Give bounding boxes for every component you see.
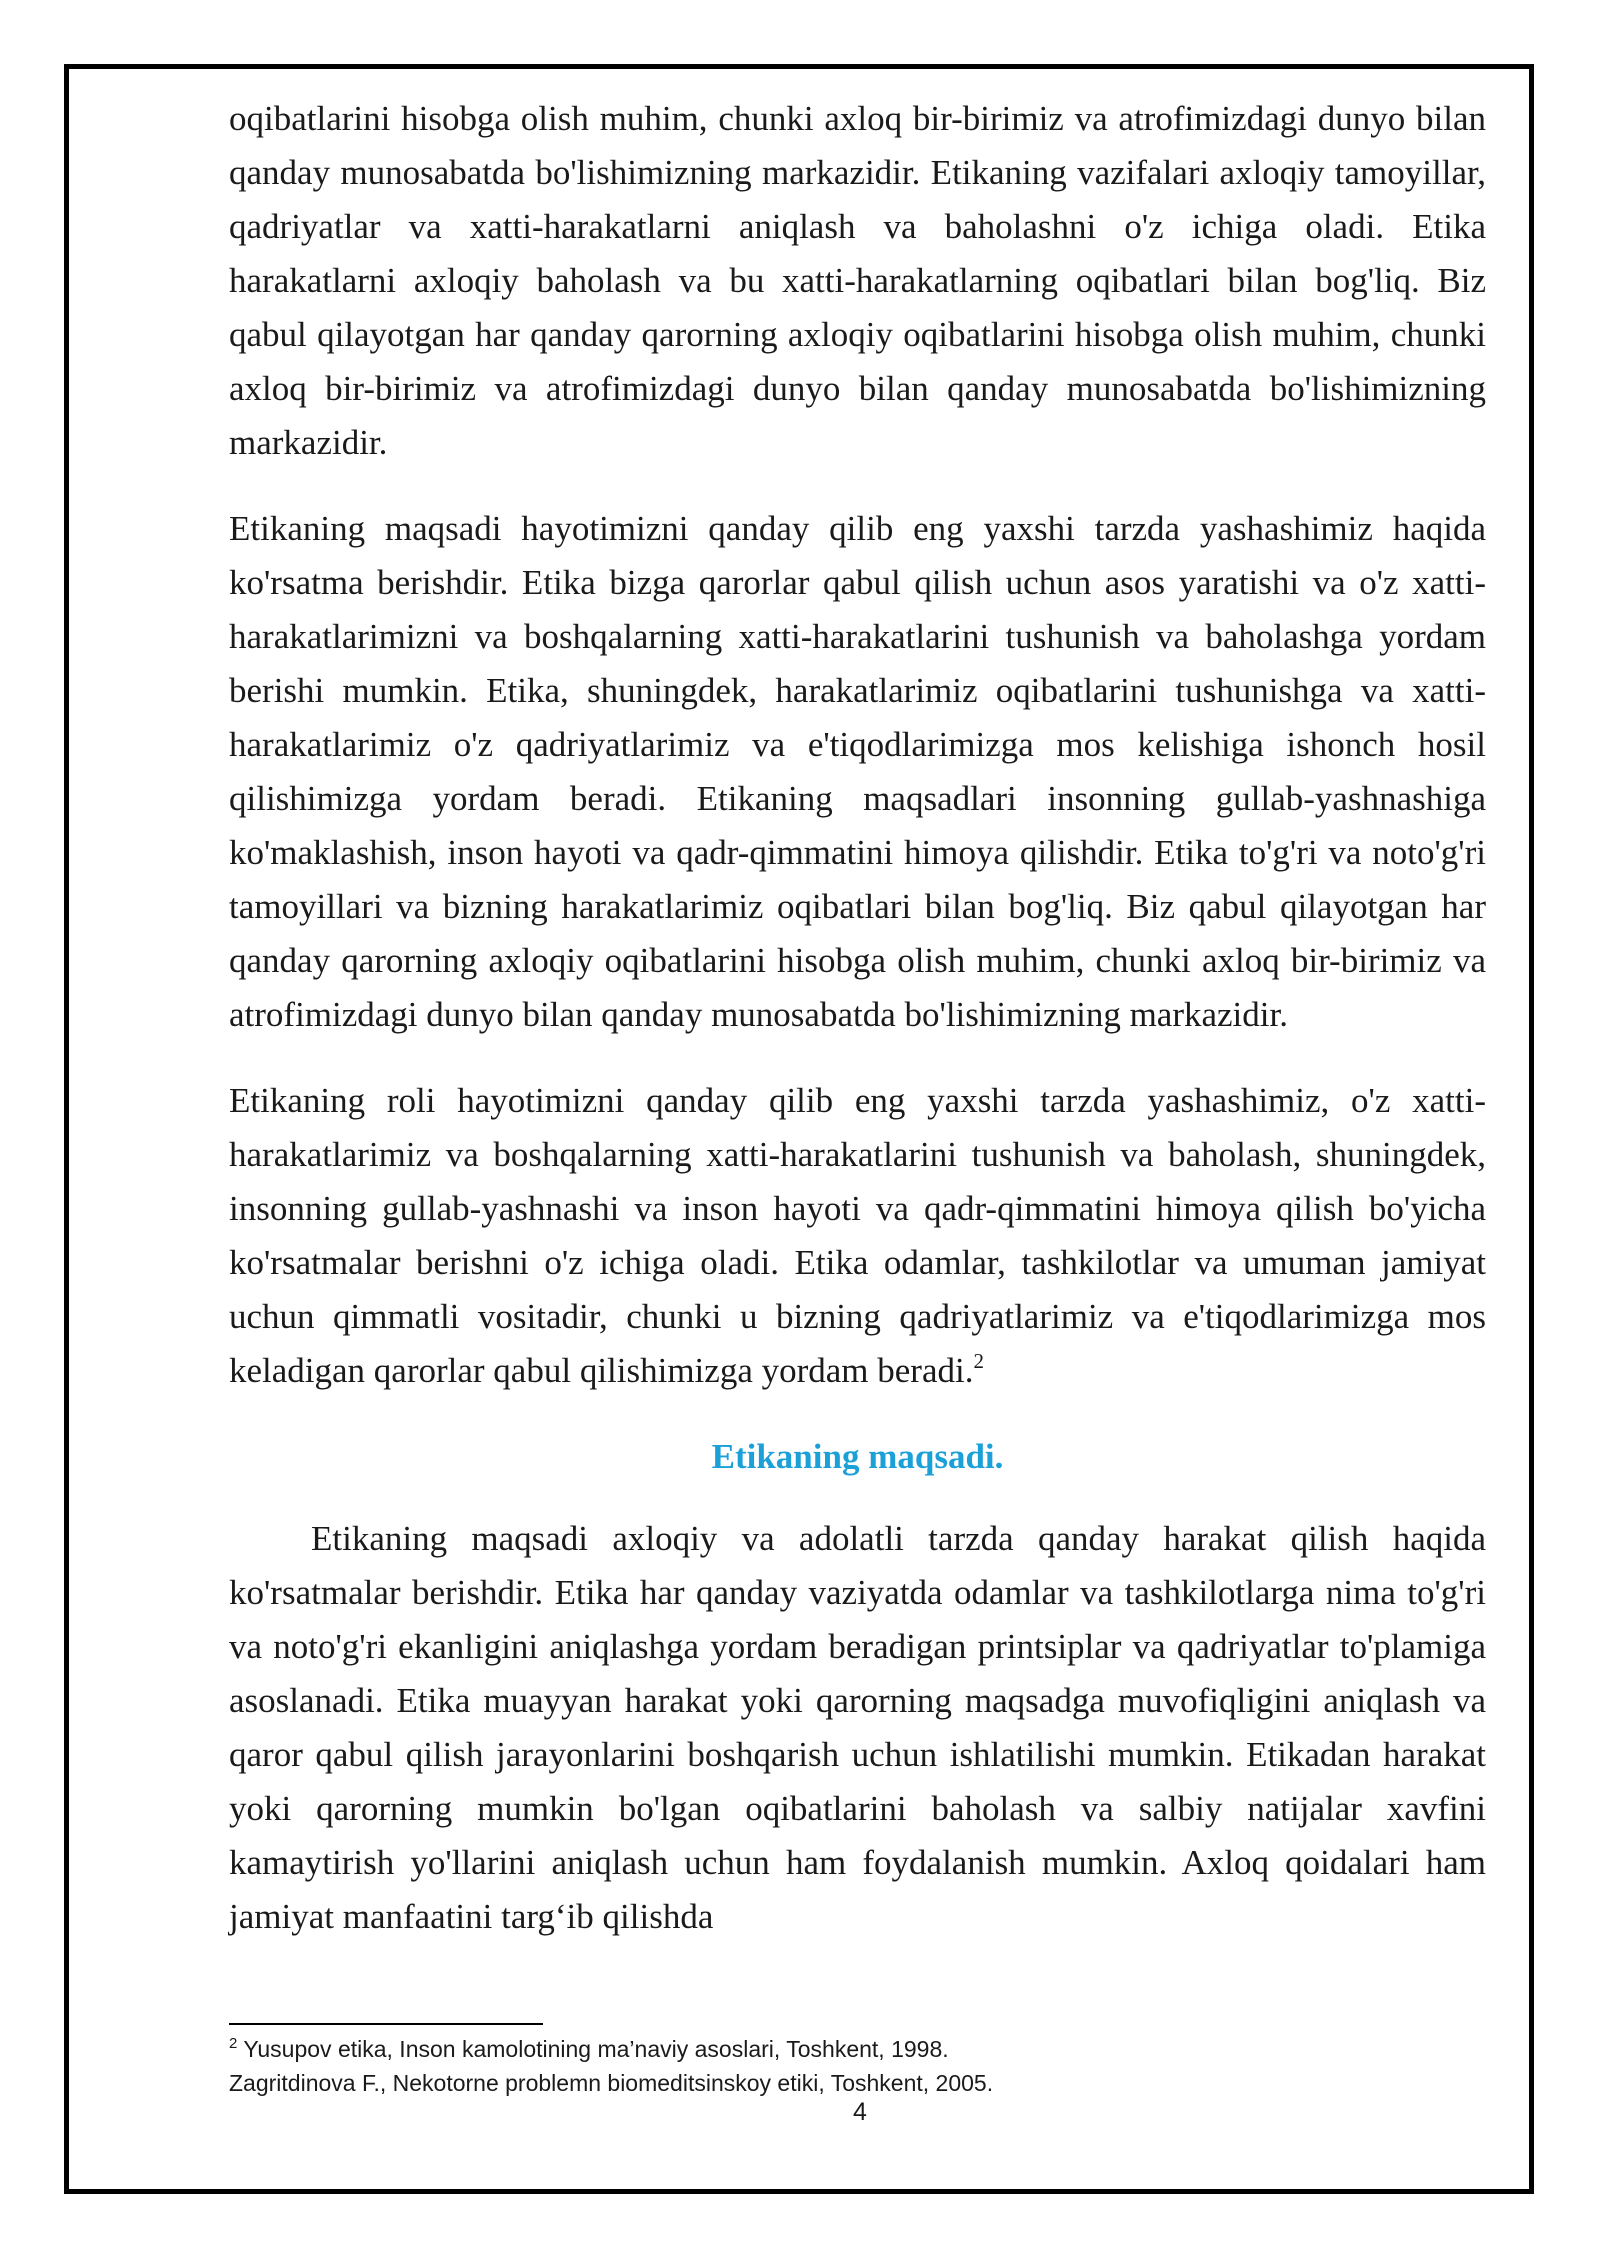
paragraph-4: Etikaning maqsadi axloqiy va adolatli tarzda qanday harakat qilish haqida ko'rsatmalar berishdir. Etika har qanday vaziyatda odamlar va tashkilotlarga nima to'g'ri va noto'g'ri ekanligini aniqlashga yordam beradigan printsiplar va qadriyatlar to'plamiga asoslanadi. Etika muayyan harakat yoki qarorning maqsadga muvofiqligini aniqlash va qaror qabul qilish jarayonlarini boshqarish uchun ishlatilishi mumkin. Etikadan harakat yoki qarorning mumkin bo'lgan oqibatlarini baholash va salbiy natijalar xavfini kamaytirish yo'llarini aniqlash uchun ham foydalanish mumkin. Axloq qoidalari ham jamiyat manfaatini targ‘ib qilishda (229, 1519, 1486, 1936)
page-number: 4 (853, 2098, 867, 2126)
footnote-line-2: Zagritdinova F., Nekotorne problemn biomeditsinskoy etiki, Toshkent, 2005. (229, 2070, 994, 2096)
paragraph-1: oqibatlarini hisobga olish muhim, chunki axloq bir-birimiz va atrofimizdagi dunyo bilan qanday munosabatda bo'lishimizning markazidir. Etikaning vazifalari axloqiy tamoyillar, qadriyatlar va xatti-harakatlarni aniqlash va baholashni o'z ichiga oladi. Etika harakatlarni axloqiy baholash va bu xatti-harakatlarning oqibatlari bilan bog'liq. Biz qabul qilayotgan har qanday qarorning axloqiy oqibatlarini hisobga olish muhim, chunki axloq bir-birimiz va atrofimizdagi dunyo bilan qanday munosabatda bo'lishimizning markazidir. (229, 99, 1486, 462)
footnote-text-1: Yusupov etika, Inson kamolotining ma’naviy asoslari, Toshkent, 1998. (237, 2036, 949, 2062)
footnote-reference[interactable]: 2 (973, 1349, 984, 1373)
footnote-line-1 (229, 2032, 1486, 2066)
document-body (229, 92, 1486, 1944)
paragraph-3-text: Etikaning roli hayotimizni qanday qilib eng yaxshi tarzda yashashimiz, o'z xatti-harakatlarimiz va boshqalarning xatti-harakatlarini tushunish va baholash, shuningdek, insonning gullab-yashnashi va inson hayoti va qadr-qimmatini himoya qilish bo'yicha ko'rsatmalar berishni o'z ichiga oladi. Etika odamlar, tashkilotlar va umuman jamiyat uchun qimmatli vositadir, chunki u bizning qadriyatlarimiz va e'tiqodlarimizga mos keladigan qarorlar qabul qilishimizga yordam beradi. (229, 1081, 1486, 1390)
paragraph-2: Etikaning maqsadi hayotimizni qanday qilib eng yaxshi tarzda yashashimiz haqida ko'rsatma berishdir. Etika bizga qarorlar qabul qilish uchun asos yaratishi va o'z xatti-harakatlarimizni va boshqalarning xatti-harakatlarini tushunish va baholashga yordam berishi mumkin. Etika, shuningdek, harakatlarimiz oqibatlarini tushunishga va xatti-harakatlarimiz o'z qadriyatlarimiz va e'tiqodlarimizga mos kelishiga ishonch hosil qilishimizga yordam beradi. Etikaning maqsadlari insonning gullab-yashnashiga ko'maklashish, inson hayoti va qadr-qimmatini himoya qilishdir. Etika to'g'ri va noto'g'ri tamoyillari va bizning harakatlarimiz oqibatlari bilan bog'liq. Biz qabul qilayotgan har qanday qarorning axloqiy oqibatlarini hisobga olish muhim, chunki axloq bir-birimiz va atrofimizdagi dunyo bilan qanday munosabatda bo'lishimizning markazidir. (229, 509, 1486, 1034)
paragraph-3 (229, 1074, 1486, 1398)
footnotes (229, 2032, 1486, 2100)
section-heading: Etikaning maqsadi. (711, 1437, 1004, 1476)
footnote-marker: 2 (229, 2035, 238, 2052)
footnote-separator (229, 2023, 543, 2025)
